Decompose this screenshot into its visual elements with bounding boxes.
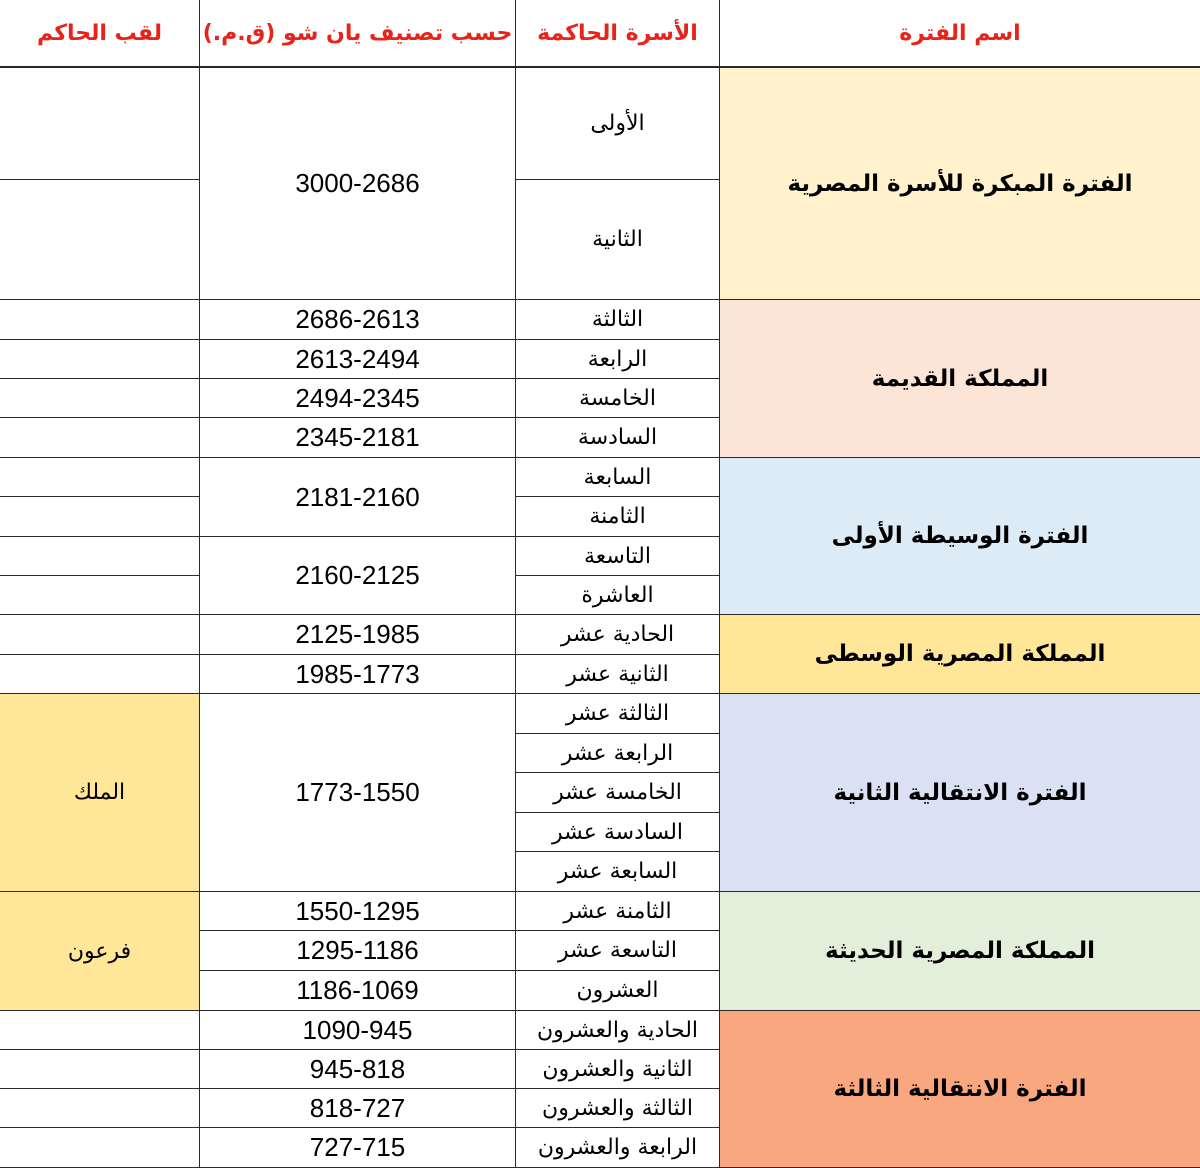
ruler-title-cell: الملك (0, 694, 200, 892)
date-range-cell: 1773-1550 (200, 694, 516, 892)
date-range-cell: 2345-2181 (200, 418, 516, 458)
date-range-cell: 1550-1295 (200, 892, 516, 931)
dynasty-cell: السابعة عشر (516, 852, 720, 892)
date-range-cell: 2181-2160 (200, 458, 516, 537)
dynasty-cell: الخامسة عشر (516, 773, 720, 813)
ruler-title-empty-cell (0, 1128, 200, 1168)
date-range-cell: 2125-1985 (200, 615, 516, 655)
ruler-title-empty-cell (0, 68, 200, 180)
date-range-cell: 2160-2125 (200, 537, 516, 615)
period-cell: الفترة الانتقالية الثانية (720, 694, 1200, 892)
dynasty-cell: السادسة عشر (516, 813, 720, 852)
ruler-title-empty-cell (0, 615, 200, 655)
dynasty-cell: الأولى (516, 68, 720, 180)
dynasty-cell: الرابعة عشر (516, 734, 720, 773)
date-range-cell: 818-727 (200, 1089, 516, 1128)
dynasty-cell: السابعة (516, 458, 720, 497)
header-ruler-title: لقب الحاكم (0, 0, 200, 68)
date-range-cell: 2613-2494 (200, 340, 516, 379)
dynasty-cell: التاسعة (516, 537, 720, 576)
date-range-cell: 1295-1186 (200, 931, 516, 971)
ruler-title-empty-cell (0, 655, 200, 694)
period-cell: الفترة الوسيطة الأولى (720, 458, 1200, 615)
ruler-title-empty-cell (0, 180, 200, 300)
dynasty-cell: الثانية (516, 180, 720, 300)
ruler-title-empty-cell (0, 340, 200, 379)
dynasty-cell: العشرون (516, 971, 720, 1011)
ruler-title-empty-cell (0, 458, 200, 497)
period-cell: المملكة المصرية الحديثة (720, 892, 1200, 1011)
dynasty-cell: الرابعة (516, 340, 720, 379)
ruler-title-empty-cell (0, 537, 200, 576)
ruler-title-empty-cell (0, 1050, 200, 1089)
dynasty-cell: العاشرة (516, 576, 720, 615)
ruler-title-cell: فرعون (0, 892, 200, 1011)
date-range-cell: 2686-2613 (200, 300, 516, 340)
ruler-title-empty-cell (0, 576, 200, 615)
date-range-cell: 1090-945 (200, 1011, 516, 1050)
date-range-cell: 1985-1773 (200, 655, 516, 694)
dynasty-cell: الثانية عشر (516, 655, 720, 694)
ruler-title-empty-cell (0, 300, 200, 340)
date-range-cell: 1186-1069 (200, 971, 516, 1011)
header-dynasty: الأسرة الحاكمة (516, 0, 720, 68)
dynasty-cell: الثانية والعشرون (516, 1050, 720, 1089)
ruler-title-empty-cell (0, 1089, 200, 1128)
dynasty-cell: الثامنة عشر (516, 892, 720, 931)
dynasty-cell: الثامنة (516, 497, 720, 537)
dynasty-cell: الرابعة والعشرون (516, 1128, 720, 1168)
ruler-title-empty-cell (0, 379, 200, 418)
date-range-cell: 3000-2686 (200, 68, 516, 300)
period-cell: المملكة القديمة (720, 300, 1200, 458)
dynasty-cell: الحادية والعشرون (516, 1011, 720, 1050)
dynasty-cell: التاسعة عشر (516, 931, 720, 971)
dynasty-cell: الثالثة (516, 300, 720, 340)
dynasty-cell: الخامسة (516, 379, 720, 418)
date-range-cell: 945-818 (200, 1050, 516, 1089)
dynasty-cell: الثالثة والعشرون (516, 1089, 720, 1128)
period-cell: الفترة المبكرة للأسرة المصرية (720, 68, 1200, 300)
date-range-cell: 727-715 (200, 1128, 516, 1168)
period-cell: الفترة الانتقالية الثالثة (720, 1011, 1200, 1168)
dynasty-cell: الثالثة عشر (516, 694, 720, 734)
period-cell: المملكة المصرية الوسطى (720, 615, 1200, 694)
ruler-title-empty-cell (0, 497, 200, 537)
dynasty-cell: الحادية عشر (516, 615, 720, 655)
date-range-cell: 2494-2345 (200, 379, 516, 418)
ruler-title-empty-cell (0, 418, 200, 458)
header-dates: حسب تصنيف يان شو (ق.م.) (200, 0, 516, 68)
dynasty-cell: السادسة (516, 418, 720, 458)
ruler-title-empty-cell (0, 1011, 200, 1050)
header-period: اسم الفترة (720, 0, 1200, 68)
